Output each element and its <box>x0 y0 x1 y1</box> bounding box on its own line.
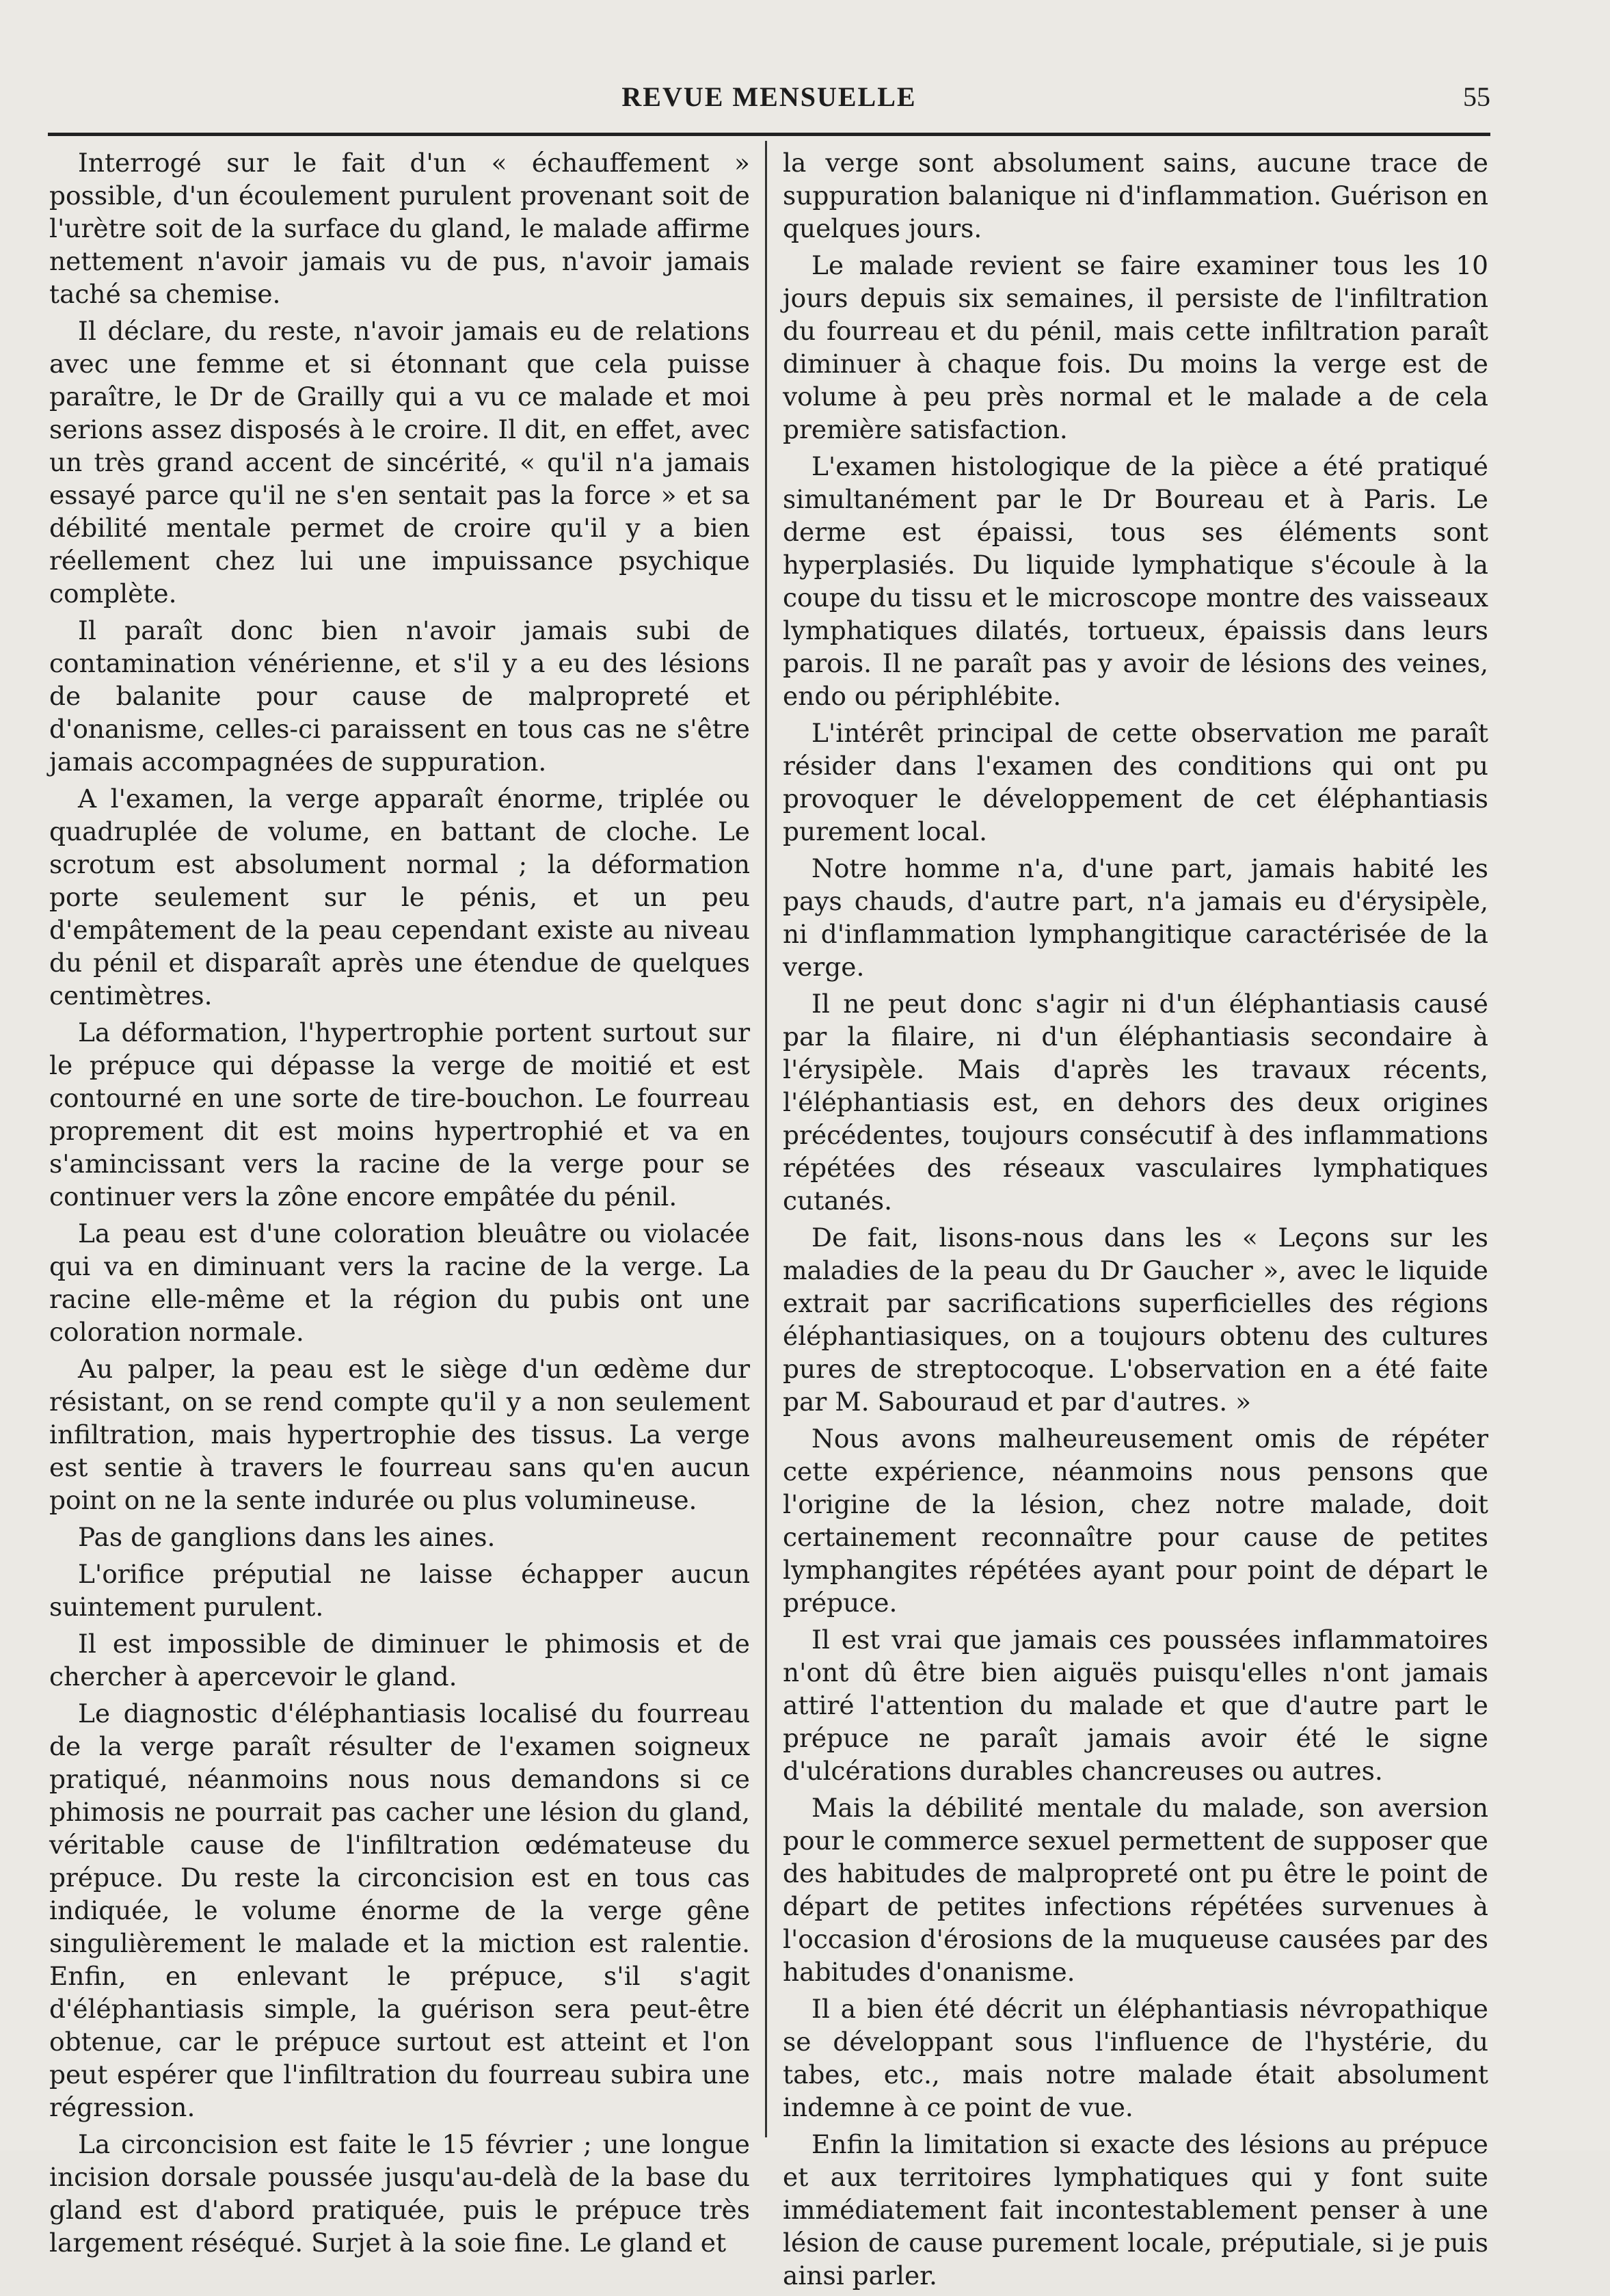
right-column <box>783 146 1488 2296</box>
page-number: 55 <box>1463 81 1490 112</box>
paragraph: De fait, lisons-nous dans les « Leçons sur les maladies de la peau du Dr Gaucher », avec le liquide extrait par sacrifications superficielles des régions éléphantiasiques, on a toujours obtenu des cultures pures de streptocoque. L'observation en a été faite par M. Sabouraud et par d'autres. » <box>783 1223 1488 1417</box>
paragraph: Enfin la limitation si exacte des lésions au prépuce et aux territoires lymphatiques qui y font suite immédiatement fait incontestablement penser à une lésion de cause purement locale, préputiale, si je puis ainsi parler. <box>783 2129 1488 2291</box>
running-title: REVUE MENSUELLE <box>621 81 917 112</box>
paragraph: Le diagnostic d'éléphantiasis localisé du fourreau de la verge paraît résulter de l'examen soigneux pratiqué, néanmoins nous nous demandons si ce phimosis ne pourrait pas cacher une lésion du gland, véritable cause de l'infiltration œdémateuse du prépuce. Du reste la circoncision est en tous cas indiquée, le volume énorme de la verge gêne singulièrement le malade et la miction est ralentie. Enfin, en enlevant le prépuce, s'il s'agit d'éléphantiasis simple, la guérison sera peut-être obtenue, car le prépuce surtout est atteint et l'on peut espérer que l'infiltration du fourreau subira une régression. <box>49 1698 750 2122</box>
paragraph: La circoncision est faite le 15 février ; une longue incision dorsale poussée jusqu'au-delà de la base du gland est d'abord pratiquée, puis le prépuce très largement réséqué. Surjet à la soie fine. Le gland et <box>49 2129 750 2258</box>
paragraph: Il paraît donc bien n'avoir jamais subi de contamination vénérienne, et s'il y a eu des lésions de balanite pour cause de malpropreté et d'onanisme, celles-ci paraissent en tous cas ne s'être jamais accompagnées de suppuration. <box>49 615 750 777</box>
left-column <box>49 146 750 2263</box>
paragraph: Interrogé sur le fait d'un « échauffement » possible, d'un écoulement purulent provenant soit de l'urètre soit de la surface du gland, le malade affirme nettement n'avoir jamais vu de pus, n'avoir jamais taché sa chemise. <box>49 148 750 309</box>
paragraph: La peau est d'une coloration bleuâtre ou violacée qui va en diminuant vers la racine de la verge. La racine elle-même et la région du pubis ont une coloration normale. <box>49 1218 750 1347</box>
paragraph: Il est impossible de diminuer le phimosis et de chercher à apercevoir le gland. <box>49 1629 750 1692</box>
paragraph: Pas de ganglions dans les aines. <box>78 1522 496 1552</box>
paragraph: Le malade revient se faire examiner tous les 10 jours depuis six semaines, il persiste de l'infiltration du fourreau et du pénil, mais cette infiltration paraît diminuer à chaque fois. Du moins la verge est de volume à peu près normal et le malade a de cela première satisfaction. <box>783 250 1488 444</box>
paragraph: Il a bien été décrit un éléphantiasis névropathique se développant sous l'influence de l'hystérie, du tabes, etc., mais notre malade était absolument indemne à ce point de vue. <box>783 1994 1488 2122</box>
paragraph: L'orifice préputial ne laisse échapper aucun suintement purulent. <box>49 1559 750 1622</box>
paragraph: La déformation, l'hypertrophie portent surtout sur le prépuce qui dépasse la verge de moitié et est contourné en une sorte de tire-bouchon. Le fourreau proprement dit est moins hypertrophié et va en s'amincissant vers la racine de la verge pour se continuer vers la zône encore empâtée du pénil. <box>49 1017 750 1212</box>
paragraph: L'examen histologique de la pièce a été pratiqué simultanément par le Dr Boureau et à Paris. Le derme est épaissi, tous ses éléments sont hyperplasiés. Du liquide lymphatique s'écoule à la coupe du tissu et le microscope montre des vaisseaux lymphatiques dilatés, tortueux, épaissis dans leurs parois. Il ne paraît pas y avoir de lésions des veines, endo ou périphlébite. <box>783 451 1488 711</box>
paragraph: Mais la débilité mentale du malade, son aversion pour le commerce sexuel permettent de supposer que des habitudes de malpropreté ont pu être le point de départ de petites infections répétées survenues à l'occasion d'érosions de la muqueuse causées par des habitudes d'onanisme. <box>783 1793 1488 1987</box>
paragraph: Il est vrai que jamais ces poussées inflammatoires n'ont dû être bien aiguës puisqu'elles n'ont jamais attiré l'attention du malade et que d'autre part le prépuce ne paraît jamais avoir été le signe d'ulcérations durables chancreuses ou autres. <box>783 1625 1488 1786</box>
paragraph: L'intérêt principal de cette observation me paraît résider dans l'examen des conditions qui ont pu provoquer le développement de cet éléphantiasis purement local. <box>783 718 1488 846</box>
paragraph: Nous avons malheureusement omis de répéter cette expérience, néanmoins nous pensons que l'origine de la lésion, chez notre malade, doit certainement reconnaître pour cause de petites lymphangites répétées ayant pour point de départ le prépuce. <box>783 1424 1488 1618</box>
column-divider <box>765 141 767 2137</box>
paragraph: Il ne peut donc s'agir ni d'un éléphantiasis causé par la filaire, ni d'un éléphantiasis secondaire à l'érysipèle. Mais d'après les travaux récents, l'éléphantiasis est, en dehors des deux origines précédentes, toujours consécutif à des inflammations répétées des réseaux vasculaires lymphatiques cutanés. <box>783 989 1488 1216</box>
header-rule <box>48 133 1490 136</box>
paragraph-continuation: la verge sont absolument sains, aucune trace de suppuration balanique ni d'inflammation. Guérison en quelques jours. <box>783 148 1488 243</box>
paragraph: A l'examen, la verge apparaît énorme, triplée ou quadruplée de volume, en battant de cloche. Le scrotum est absolument normal ; la déformation porte seulement sur le pénis, et un peu d'empâtement de la peau cependant existe au niveau du pénil et disparaît après une étendue de quelques centimètres. <box>49 784 750 1011</box>
paragraph: Il déclare, du reste, n'avoir jamais eu de relations avec une femme et si étonnant que cela puisse paraître, le Dr de Grailly qui a vu ce malade et moi serions assez disposés à le croire. Il dit, en effet, avec un très grand accent de sincérité, « qu'il n'a jamais essayé parce qu'il ne s'en sentait pas la force » et sa débilité mentale permet de croire qu'il y a bien réellement chez lui une impuissance psychique complète. <box>49 316 750 609</box>
paragraph: Notre homme n'a, d'une part, jamais habité les pays chauds, d'autre part, n'a jamais eu d'érysipèle, ni d'inflammation lymphangitique caractérisée de la verge. <box>783 853 1488 982</box>
paragraph: Au palper, la peau est le siège d'un œdème dur résistant, on se rend compte qu'il y a non seulement infiltration, mais hypertrophie des tissus. La verge est sentie à travers le fourreau sans qu'en aucun point on ne la sente indurée ou plus volumineuse. <box>49 1354 750 1515</box>
running-header <box>48 68 1490 118</box>
